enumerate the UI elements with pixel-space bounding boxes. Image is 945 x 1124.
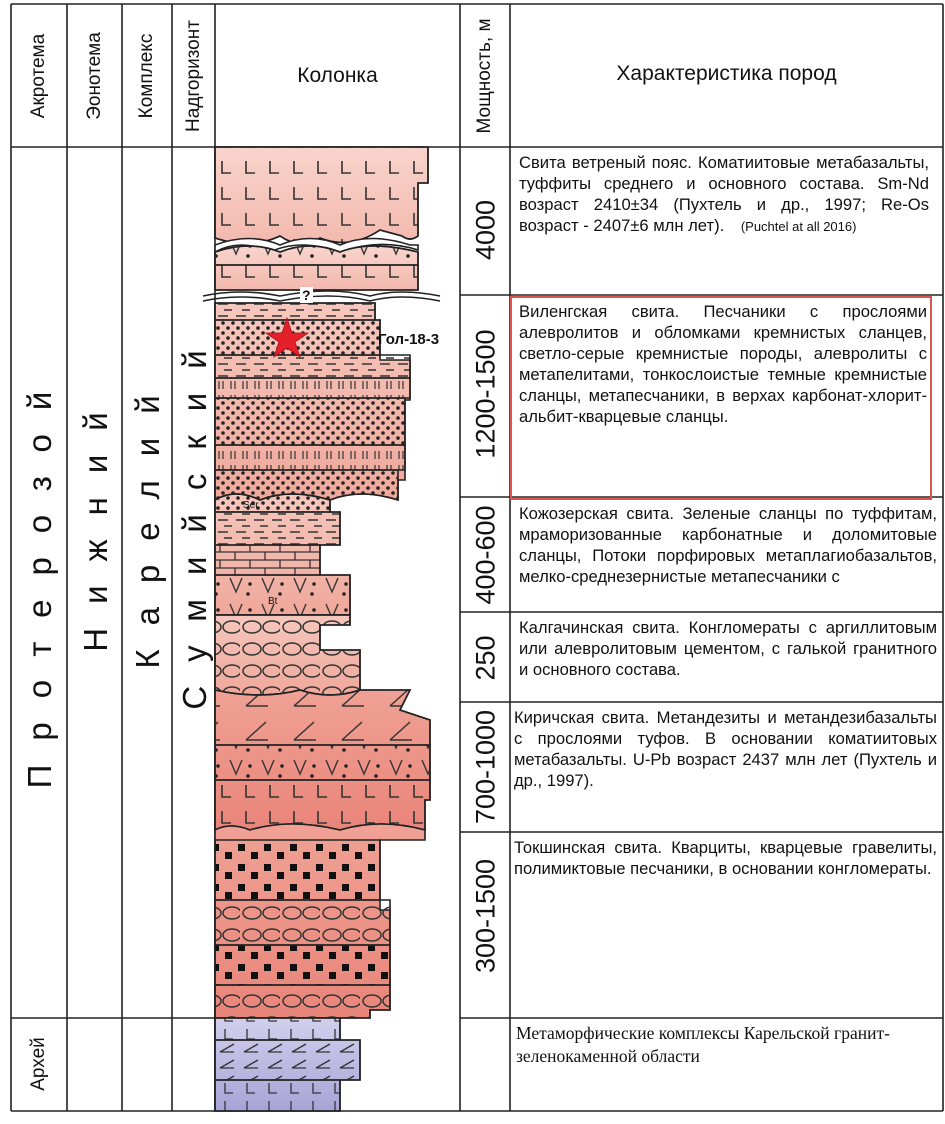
header-akrotema: Акротема: [28, 33, 49, 119]
ser-label: Ser: [243, 500, 259, 511]
thickness-3: 400-600: [470, 505, 501, 605]
header-nadgorizont: Надгоризонт: [183, 20, 204, 132]
description-2: Виленгская свита. Песчаники с прослоями алевролитов и обломками кремнистых сланцев, светло-серые кремнистые породы, алевролиты с метапелитами, тонкослоистые темные кремнистые сланцы, метапесчаники, в верхах карбонат-хлорит-альбит-кварцевые сланцы.: [519, 302, 927, 426]
header-kompleks: Комплекс: [136, 33, 157, 119]
label-lower: Нижний: [77, 388, 114, 652]
thickness-6: 300-1500: [470, 858, 501, 974]
description-7: Метаморфические комплексы Карельской гранит-зеленокаменной области: [516, 1023, 890, 1066]
description-5: Киричская свита. Метандезиты и метандезибазальты с прослоями туфов. В основании коматиитовых метабазальты. U-Pb возраст 2437 млн лет (Пухтель и др., 1997).: [514, 708, 937, 790]
description-1: Свита ветреный пояс. Коматиитовые метабазальты, туффиты среднего и основного состава. Sm-Nd возраст 2410±34 (Пухтель и др., 1997; Re-Os возраст - 2407±6 млн лет). (Puchtel at all 2016): [519, 153, 929, 235]
lithology-column: [203, 147, 440, 1111]
thickness-2: 1200-1500: [470, 329, 501, 459]
sample-label: Гол-18-3: [378, 331, 440, 348]
thickness-4: 250: [470, 635, 501, 681]
label-karelian: Карелий: [129, 371, 166, 669]
question-mark: ?: [302, 287, 311, 303]
header-eonotema: Эонотема: [84, 32, 105, 120]
description-1-note: (Puchtel at all 2016): [740, 219, 857, 234]
description-4: Калгачинская свита. Конгломераты с аргиллитовым или алевролитовым цементом, с галькой гранитного и основного состава.: [519, 618, 937, 679]
thickness-5: 700-1000: [470, 709, 501, 825]
header-column: Колонка: [297, 64, 378, 87]
header-thickness: Мощность, м: [474, 18, 495, 134]
description-3: Кожозерская свита. Зеленые сланцы по туффитам, мраморизованные карбонатные и доломитовые сланцы, Потоки порфировых метаплагиобазальтов, мелко-среднезернистые метапесчаники с: [519, 504, 937, 586]
bt-label: Bt: [268, 596, 278, 607]
label-sumian: Сумийский: [176, 326, 213, 710]
header-characteristic: Характеристика пород: [616, 62, 837, 85]
label-archean: Архей: [28, 1037, 49, 1091]
description-6: Токшинская свита. Кварциты, кварцевые гравелиты, полимиктовые песчаники, в основании конгломераты.: [514, 838, 937, 878]
thickness-1: 4000: [470, 199, 501, 261]
label-proterozoic: Протерозой: [21, 367, 58, 789]
